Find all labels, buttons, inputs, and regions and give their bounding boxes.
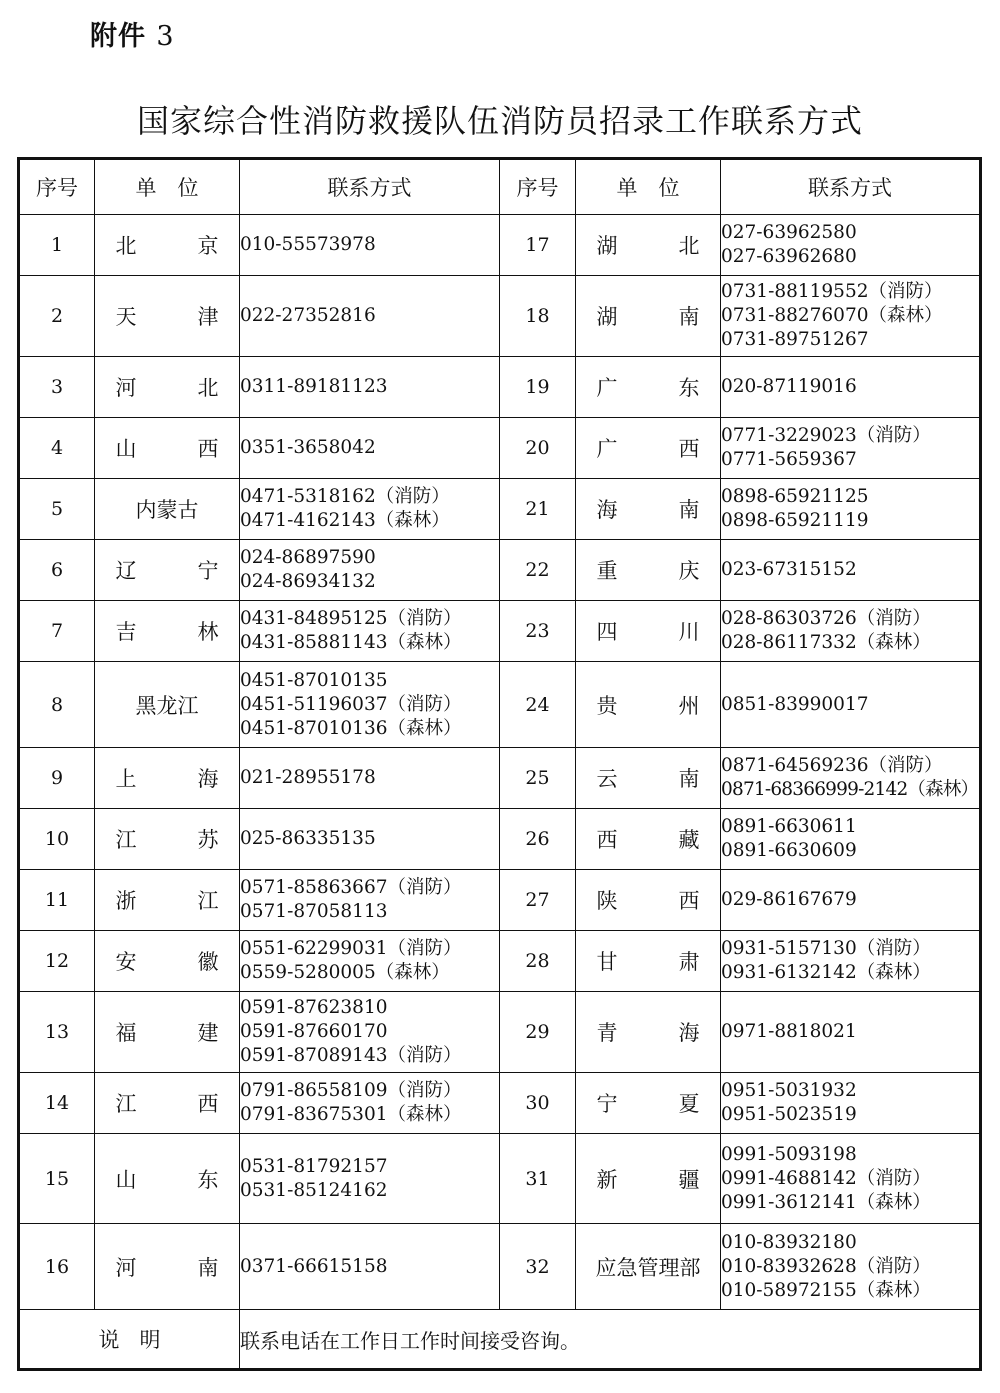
seq-cell: 18 <box>500 276 576 357</box>
seq-cell: 1 <box>19 215 95 276</box>
unit-cell: 西 藏 <box>576 809 721 870</box>
contact-line: 0971-8818021 <box>721 1021 857 1042</box>
unit-cell: 浙 江 <box>95 870 240 931</box>
attachment-number: 3 <box>156 21 175 52</box>
contact-cell <box>721 1224 981 1310</box>
contact-line: 0791-86558109（消防） <box>240 1080 462 1101</box>
seq-cell: 20 <box>500 418 576 479</box>
contact-line: 028-86303726（消防） <box>721 608 931 629</box>
table-row <box>19 357 981 418</box>
contact-line: 0431-84895125（消防） <box>240 608 462 629</box>
contact-line: 010-83932628（消防） <box>721 1255 931 1277</box>
header-unit-left: 单 位 <box>95 159 240 215</box>
table-row <box>19 1224 981 1310</box>
seq-cell: 16 <box>19 1224 95 1310</box>
contact-line: 0951-5023519 <box>721 1104 857 1125</box>
contact-line: 027-63962680 <box>721 246 857 267</box>
seq-cell: 15 <box>19 1134 95 1224</box>
contact-line: 0351-3658042 <box>240 437 376 458</box>
seq-cell: 21 <box>500 479 576 540</box>
contact-line: 0871-68366999-2142（森林） <box>721 779 979 800</box>
contact-line: 010-58972155（森林） <box>721 1279 931 1301</box>
contact-line: 0851-83990017 <box>721 693 869 715</box>
unit-cell: 山 东 <box>95 1134 240 1224</box>
contact-cell <box>721 215 981 276</box>
seq-cell: 27 <box>500 870 576 931</box>
contact-cell <box>240 870 500 931</box>
header-contact-right: 联系方式 <box>721 159 981 215</box>
seq-cell: 22 <box>500 540 576 601</box>
attachment-label <box>90 14 175 53</box>
contact-line: 0891-6630611 <box>721 816 857 837</box>
unit-cell: 江 西 <box>95 1073 240 1134</box>
contact-line: 0451-51196037（消防） <box>240 693 462 715</box>
contact-line: 0771-5659367 <box>721 449 857 470</box>
contact-line: 0571-87058113 <box>240 901 388 922</box>
contact-cell <box>240 601 500 662</box>
contact-line: 0898-65921119 <box>721 510 869 531</box>
contact-cell <box>721 748 981 809</box>
contact-line: 023-67315152 <box>721 559 857 580</box>
contact-line: 0591-87089143（消防） <box>240 1045 462 1066</box>
seq-cell: 14 <box>19 1073 95 1134</box>
table-row <box>19 992 981 1073</box>
seq-cell: 4 <box>19 418 95 479</box>
header-unit-right: 单 位 <box>576 159 721 215</box>
seq-cell: 24 <box>500 662 576 748</box>
contact-line: 020-87119016 <box>721 376 857 397</box>
contact-line: 0571-85863667（消防） <box>240 877 462 898</box>
table-row <box>19 870 981 931</box>
table-row <box>19 276 981 357</box>
note-text: 联系电话在工作日工作时间接受咨询。 <box>240 1310 981 1370</box>
contact-cell <box>721 540 981 601</box>
contact-cell <box>721 479 981 540</box>
seq-cell: 29 <box>500 992 576 1073</box>
unit-cell: 辽 宁 <box>95 540 240 601</box>
page-title: 国家综合性消防救援队伍消防员招录工作联系方式 <box>136 102 863 140</box>
seq-cell: 3 <box>19 357 95 418</box>
seq-cell: 28 <box>500 931 576 992</box>
contact-line: 0991-4688142（消防） <box>721 1167 931 1189</box>
seq-cell: 10 <box>19 809 95 870</box>
unit-cell: 云 南 <box>576 748 721 809</box>
table-row <box>19 809 981 870</box>
unit-cell: 重 庆 <box>576 540 721 601</box>
unit-cell: 四 川 <box>576 601 721 662</box>
seq-cell: 31 <box>500 1134 576 1224</box>
unit-cell: 海 南 <box>576 479 721 540</box>
contact-cell <box>240 357 500 418</box>
contact-cell <box>240 276 500 357</box>
table-row <box>19 479 981 540</box>
contact-cell <box>240 418 500 479</box>
table-body <box>19 215 981 1310</box>
unit-cell: 湖 北 <box>576 215 721 276</box>
contact-cell <box>721 870 981 931</box>
unit-cell: 新 疆 <box>576 1134 721 1224</box>
seq-cell: 5 <box>19 479 95 540</box>
contact-line: 0771-3229023（消防） <box>721 425 931 446</box>
contact-cell <box>721 931 981 992</box>
unit-cell: 安 徽 <box>95 931 240 992</box>
contact-line: 0731-89751267 <box>721 329 869 350</box>
table-row <box>19 748 981 809</box>
header-contact-left: 联系方式 <box>240 159 500 215</box>
contact-cell <box>240 1224 500 1310</box>
table-row <box>19 215 981 276</box>
contact-cell <box>240 809 500 870</box>
seq-cell: 12 <box>19 931 95 992</box>
contact-line: 0591-87660170 <box>240 1021 388 1042</box>
contact-line: 0371-66615158 <box>240 1255 388 1277</box>
contact-cell <box>240 479 500 540</box>
contact-line: 010-83932180 <box>721 1231 857 1253</box>
contact-line: 028-86117332（森林） <box>721 632 931 653</box>
contact-cell <box>240 992 500 1073</box>
unit-cell: 陕 西 <box>576 870 721 931</box>
contact-line: 0891-6630609 <box>721 840 857 861</box>
contact-cell <box>721 1073 981 1134</box>
note-label: 说明 <box>19 1310 240 1370</box>
contact-cell <box>240 931 500 992</box>
contact-cell <box>721 1134 981 1224</box>
contact-line: 0991-3612141（森林） <box>721 1191 931 1213</box>
seq-cell: 7 <box>19 601 95 662</box>
contact-cell <box>240 215 500 276</box>
contact-table <box>17 157 982 1371</box>
contact-cell <box>721 662 981 748</box>
seq-cell: 19 <box>500 357 576 418</box>
unit-cell: 山 西 <box>95 418 240 479</box>
seq-cell: 6 <box>19 540 95 601</box>
unit-cell: 宁 夏 <box>576 1073 721 1134</box>
unit-cell: 甘 肃 <box>576 931 721 992</box>
contact-cell <box>240 748 500 809</box>
unit-cell: 广 西 <box>576 418 721 479</box>
table-row <box>19 662 981 748</box>
seq-cell: 11 <box>19 870 95 931</box>
contact-line: 0551-62299031（消防） <box>240 938 462 959</box>
contact-line: 0471-5318162（消防） <box>240 486 450 507</box>
contact-line: 0898-65921125 <box>721 486 869 507</box>
table-row <box>19 540 981 601</box>
contact-line: 0471-4162143（森林） <box>240 510 450 531</box>
contact-line: 0591-87623810 <box>240 997 388 1018</box>
unit-cell: 青 海 <box>576 992 721 1073</box>
contact-cell <box>240 540 500 601</box>
contact-line: 010-55573978 <box>240 234 376 255</box>
contact-line: 0731-88119552（消防） <box>721 281 943 302</box>
seq-cell: 2 <box>19 276 95 357</box>
contact-cell <box>240 1073 500 1134</box>
table-row <box>19 931 981 992</box>
seq-cell: 8 <box>19 662 95 748</box>
contact-line: 0951-5031932 <box>721 1080 857 1101</box>
seq-cell: 32 <box>500 1224 576 1310</box>
table-row <box>19 418 981 479</box>
contact-cell <box>721 276 981 357</box>
contact-line: 022-27352816 <box>240 305 376 326</box>
seq-cell: 13 <box>19 992 95 1073</box>
contact-line: 021-28955178 <box>240 767 376 788</box>
header-seq-right: 序号 <box>500 159 576 215</box>
contact-line: 029-86167679 <box>721 889 857 910</box>
unit-cell: 河 北 <box>95 357 240 418</box>
unit-cell: 贵 州 <box>576 662 721 748</box>
note-row <box>19 1310 981 1370</box>
contact-cell <box>240 1134 500 1224</box>
contact-cell <box>721 601 981 662</box>
seq-cell: 9 <box>19 748 95 809</box>
unit-cell: 天 津 <box>95 276 240 357</box>
unit-cell: 北 京 <box>95 215 240 276</box>
contact-line: 024-86934132 <box>240 571 376 592</box>
contact-line: 025-86335135 <box>240 828 376 849</box>
contact-cell <box>721 418 981 479</box>
contact-line: 0559-5280005（森林） <box>240 962 450 983</box>
contact-line: 0791-83675301（森林） <box>240 1104 462 1125</box>
seq-cell: 17 <box>500 215 576 276</box>
contact-cell <box>721 992 981 1073</box>
attachment-text: 附件 <box>90 21 146 52</box>
contact-line: 0431-85881143（森林） <box>240 632 462 653</box>
unit-cell: 广 东 <box>576 357 721 418</box>
header-seq-left: 序号 <box>19 159 95 215</box>
contact-cell <box>721 809 981 870</box>
contact-line: 0931-6132142（森林） <box>721 962 931 983</box>
unit-cell: 黑龙江 <box>95 662 240 748</box>
unit-cell: 上 海 <box>95 748 240 809</box>
contact-line: 0931-5157130（消防） <box>721 938 931 959</box>
contact-line: 0871-64569236（消防） <box>721 755 943 776</box>
contact-line: 0451-87010136（森林） <box>240 717 462 739</box>
unit-cell: 江 苏 <box>95 809 240 870</box>
unit-cell: 河 南 <box>95 1224 240 1310</box>
contact-line: 0531-85124162 <box>240 1179 388 1201</box>
seq-cell: 23 <box>500 601 576 662</box>
table-row <box>19 1134 981 1224</box>
contact-line: 0731-88276070（森林） <box>721 305 943 326</box>
table-row <box>19 601 981 662</box>
contact-line: 024-86897590 <box>240 547 376 568</box>
seq-cell: 30 <box>500 1073 576 1134</box>
unit-cell: 内蒙古 <box>95 479 240 540</box>
unit-cell: 应急管理部 <box>576 1224 721 1310</box>
contact-cell <box>240 662 500 748</box>
contact-cell <box>721 357 981 418</box>
unit-cell: 吉 林 <box>95 601 240 662</box>
seq-cell: 25 <box>500 748 576 809</box>
table-header-row <box>19 159 981 215</box>
table-row <box>19 1073 981 1134</box>
seq-cell: 26 <box>500 809 576 870</box>
unit-cell: 湖 南 <box>576 276 721 357</box>
contact-line: 0531-81792157 <box>240 1155 388 1177</box>
unit-cell: 福 建 <box>95 992 240 1073</box>
contact-line: 0311-89181123 <box>240 376 388 397</box>
contact-line: 027-63962580 <box>721 222 857 243</box>
contact-line: 0451-87010135 <box>240 669 388 691</box>
contact-line: 0991-5093198 <box>721 1143 857 1165</box>
